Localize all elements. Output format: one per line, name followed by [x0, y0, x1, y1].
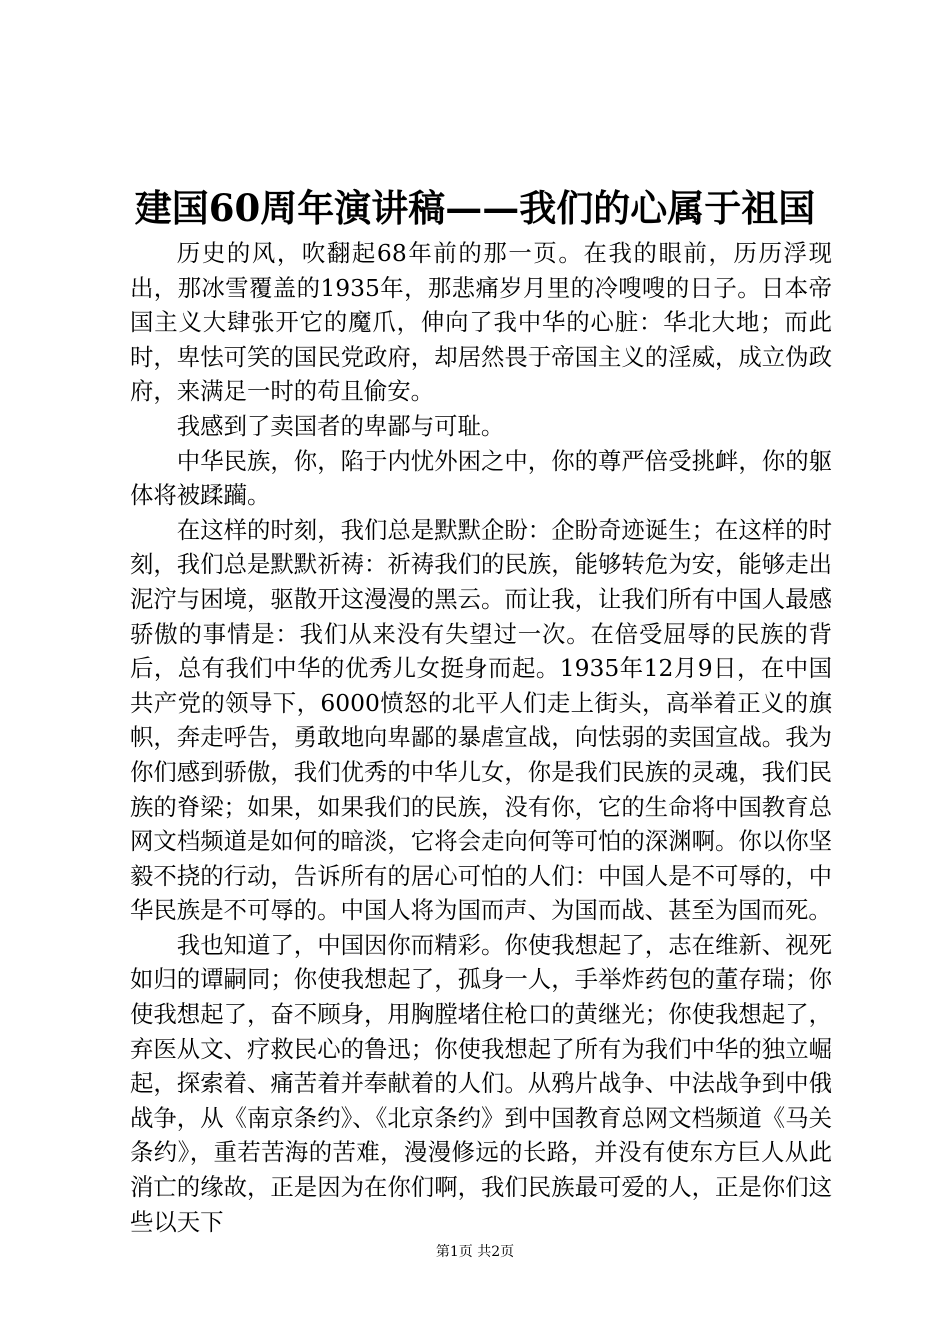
- paragraph: 历史的风，吹翻起68年前的那一页。在我的眼前，历历浮现出，那冰雪覆盖的1935年，那悲痛岁月里的冷嗖嗖的日子。日本帝国主义大肆张开它的魔爪，伸向了我中华的心脏：华北大地；而此时，卑怯可笑的国民党政府，却居然畏于帝国主义的淫威，成立伪政府，来满足一时的苟且偷安。: [130, 239, 832, 406]
- paragraph: 中华民族，你，陷于内忧外困之中，你的尊严倍受挑衅，你的躯体将被蹂躏。: [130, 446, 832, 510]
- document-body: [130, 236, 832, 1239]
- paragraph: 我感到了卖国者的卑鄙与可耻。: [176, 411, 505, 440]
- document-title: 建国60周年演讲稿——我们的心属于祖国: [134, 186, 816, 230]
- paragraph: 在这样的时刻，我们总是默默企盼：企盼奇迹诞生；在这样的时刻，我们总是默默祈祷：祈祷我们的民族，能够转危为安，能够走出泥泞与困境，驱散开这漫漫的黑云。而让我，让我们所有中国人最感骄傲的事情是：我们从来没有失望过一次。在倍受屈辱的民族的背后，总有我们中华的优秀儿女挺身而起。1935年12月9日，在中国共产党的领导下，6000愤怒的北平人们走上街头，高举着正义的旗帜，奔走呼告，勇敢地向卑鄙的暴虐宣战，向怯弱的卖国宣战。我为你们感到骄傲，我们优秀的中华儿女，你是我们民族的灵魂，我们民族的脊梁；如果，如果我们的民族，没有你，它的生命将中国教育总网文档频道是如何的暗淡，它将会走向何等可怕的深渊啊。你以你坚毅不挠的行动，告诉所有的居心可怕的人们：中国人是不可辱的，中华民族是不可辱的。中国人将为国而声、为国而战、甚至为国而死。: [130, 515, 832, 925]
- paragraph: 我也知道了，中国因你而精彩。你使我想起了，志在维新、视死如归的谭嗣同；你使我想起了，孤身一人，手举炸药包的董存瑞；你使我想起了，奋不顾身，用胸膛堵住枪口的黄继光；你使我想起了，弃医从文、疗救民心的鲁迅；你使我想起了所有为我们中华的独立崛起，探索着、痛苦着并奉献着的人们。从鸦片战争、中法战争到中俄战争，从《南京条约》、《北京条约》到中国教育总网文档频道《马关条约》，重若苦海的苦难，漫漫修远的长路，并没有使东方巨人从此消亡的缘故，正是因为在你们啊，我们民族最可爱的人，正是你们这些以天下: [130, 930, 832, 1236]
- page-footer: 第1页 共2页: [435, 1244, 515, 1260]
